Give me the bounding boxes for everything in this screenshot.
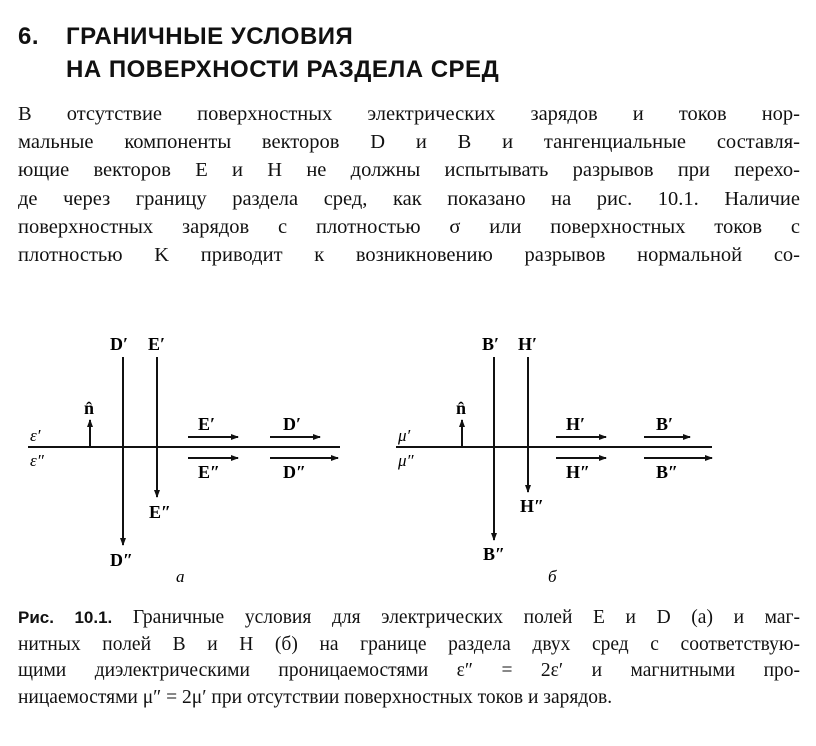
boundary-diagram bbox=[0, 320, 816, 600]
vertical-d-bottom-label: D″ bbox=[110, 550, 133, 570]
tangential-d-top-label: D′ bbox=[283, 414, 302, 434]
tangential-e-top-label: E′ bbox=[198, 414, 216, 434]
caption-line bbox=[18, 605, 800, 632]
body-line: плотностью K приводит к возникновению разрывов нормальной со- bbox=[18, 244, 800, 267]
tangential-h-top-label: H′ bbox=[566, 414, 586, 434]
vertical-d-top-label: D′ bbox=[110, 334, 129, 354]
panel-b-sublabel: б bbox=[548, 567, 557, 586]
tangential-b-bottom-label: B″ bbox=[656, 462, 678, 482]
section-heading bbox=[18, 20, 499, 86]
figure-10-1 bbox=[0, 320, 816, 600]
vertical-h-top-label: H′ bbox=[518, 334, 538, 354]
vertical-e-bottom-label: E″ bbox=[149, 502, 171, 522]
caption-line: щими диэлектрическими проницаемостями ε″ = 2ε′ и магнитными про- bbox=[18, 660, 800, 681]
body-line: поверхностных зарядов с плотностью σ или поверхностных токов с bbox=[18, 215, 800, 238]
panel-a bbox=[28, 334, 340, 586]
vertical-h-bottom-label: H″ bbox=[520, 496, 544, 516]
heading-title-line1: ГРАНИЧНЫЕ УСЛОВИЯ bbox=[66, 23, 354, 50]
tangential-h-bottom-label: H″ bbox=[566, 462, 590, 482]
body-line: В отсутствие поверхностных электрических зарядов и токов нор- bbox=[18, 103, 800, 125]
panel-a-sublabel: a bbox=[176, 567, 185, 586]
body-line: мальные компоненты векторов D и B и тангенциальные составля- bbox=[18, 131, 800, 154]
panel-b bbox=[396, 334, 712, 586]
tangential-e-bottom-label: E″ bbox=[198, 462, 220, 482]
vertical-b-top-label: B′ bbox=[482, 334, 500, 354]
figure-caption bbox=[18, 605, 800, 711]
medium-top-label-a: ε′ bbox=[30, 426, 41, 445]
medium-bottom-label-a: ε″ bbox=[30, 451, 44, 470]
tangential-b-top-label: B′ bbox=[656, 414, 674, 434]
caption-line: ницаемостями μ″ = 2μ′ при отсутствии поверхностных токов и зарядов. bbox=[18, 686, 613, 708]
body-line: ющие векторов E и H не должны испытывать разрывов при перехо- bbox=[18, 159, 800, 182]
medium-top-label-b: μ′ bbox=[398, 426, 411, 445]
normal-label-a: n̂ bbox=[84, 398, 95, 418]
caption-line: нитных полей B и H (б) на границе раздела двух сред с соответствую- bbox=[18, 633, 800, 655]
caption-text: Граничные условия для электрических полей E и D (a) и маг- bbox=[132, 607, 800, 628]
caption-label: Рис. 10.1. bbox=[18, 608, 113, 627]
tangential-d-bottom-label: D″ bbox=[283, 462, 306, 482]
body-line: де через границу раздела сред, как показано на рис. 10.1. Наличие bbox=[18, 187, 800, 210]
vertical-e-top-label: E′ bbox=[148, 334, 166, 354]
body-paragraph bbox=[18, 100, 800, 269]
normal-label-b: n̂ bbox=[456, 398, 467, 418]
medium-bottom-label-b: μ″ bbox=[398, 451, 414, 470]
heading-line-1 bbox=[18, 20, 499, 53]
heading-title-line2: НА ПОВЕРХНОСТИ РАЗДЕЛА СРЕД bbox=[66, 56, 500, 83]
vertical-b-bottom-label: B″ bbox=[483, 544, 505, 564]
section-number: 6. bbox=[18, 23, 40, 50]
